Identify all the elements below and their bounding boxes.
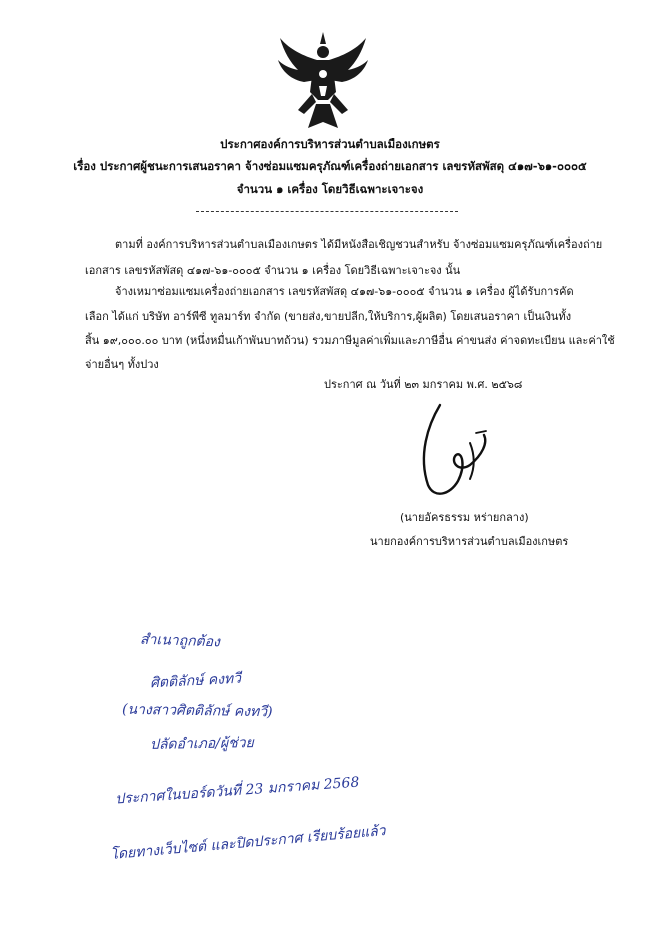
signer-name: (นายอัครธรรม หร่ายกลาง) (400, 511, 529, 524)
handwritten-name: (นางสาวศิตติลักษ์ คงทวี) (121, 701, 273, 721)
paragraph-1-line-1: ตามที่ องค์การบริหารส่วนตำบลเมืองเกษตร ได้มีหนังสือเชิญชวนสำหรับ จ้างซ่อมแซมครุภัณฑ์เครื่องถ่าย (115, 238, 603, 251)
title-line-3: จำนวน ๑ เครื่อง โดยวิธีเฉพาะเจาะจง (236, 182, 424, 196)
paragraph-1-line-2: เอกสาร เลขรหัสพัสดุ ๔๑๗-๖๑-๐๐๐๕ จำนวน ๑ เครื่อง โดยวิธีเฉพาะเจาะจง นั้น (85, 264, 461, 277)
handwritten-posted-note: โดยทางเว็บไซต์ และปิดประกาศ เรียบร้อยแล้ว (109, 823, 387, 863)
handwritten-certified-copy: สำเนาถูกต้อง (139, 631, 221, 651)
announcement-date: ประกาศ ณ วันที่ ๒๓ มกราคม พ.ศ. ๒๕๖๘ (324, 378, 523, 391)
title-line-1: ประกาศองค์การบริหารส่วนตำบลเมืองเกษตร (220, 137, 440, 151)
signature-mark (410, 395, 520, 505)
handwritten-signature: ศิตติลักษ์ คงทวี (149, 670, 242, 692)
signer-position: นายกองค์การบริหารส่วนตำบลเมืองเกษตร (370, 535, 569, 548)
handwritten-position: ปลัดอำเภอ/ผู้ช่วย (149, 735, 254, 753)
garuda-crown (320, 32, 326, 44)
garuda-left-leg (298, 94, 316, 114)
garuda-head (317, 46, 329, 58)
garuda-emblem (276, 30, 370, 130)
paragraph-2-line-4: จ่ายอื่นๆ ทั้งปวง (85, 358, 159, 371)
garuda-right-leg (330, 94, 348, 114)
handwritten-posted-date: ประกาศในบอร์ดวันที่ 23 มกราคม 2568 (114, 774, 360, 808)
garuda-right-wing (329, 38, 368, 82)
header-divider (196, 211, 458, 212)
paragraph-2-line-1: จ้างเหมาซ่อมแซมเครื่องถ่ายเอกสาร เลขรหัสพัสดุ ๔๑๗-๖๑-๐๐๐๕ จำนวน ๑ เครื่อง ผู้ได้รับการคัด (115, 285, 574, 298)
garuda-left-wing (278, 38, 317, 82)
paragraph-2-line-3: สิ้น ๑๙,๐๐๐.๐๐ บาท (หนึ่งหมื่นเก้าพันบาทถ้วน) รวมภาษีมูลค่าเพิ่มและภาษีอื่น ค่าขนส่ง ค่าจดทะเบียน และค่าใช้ (85, 334, 615, 347)
title-line-2: เรื่อง ประกาศผู้ชนะการเสนอราคา จ้างซ่อมแซมครุภัณฑ์เครื่องถ่ายเอกสาร เลขรหัสพัสดุ ๔๑๗-๖๑-๐๐๐๕ (73, 159, 587, 173)
paragraph-2-line-2: เลือก ได้แก่ บริษัท อาร์พีซี ทูลมาร์ท จำกัด (ขายส่ง,ขายปลีก,ให้บริการ,ผู้ผลิต) โดยเสนอราคา เป็นเงินทั้ง (85, 310, 572, 323)
garuda-tail (308, 104, 338, 128)
